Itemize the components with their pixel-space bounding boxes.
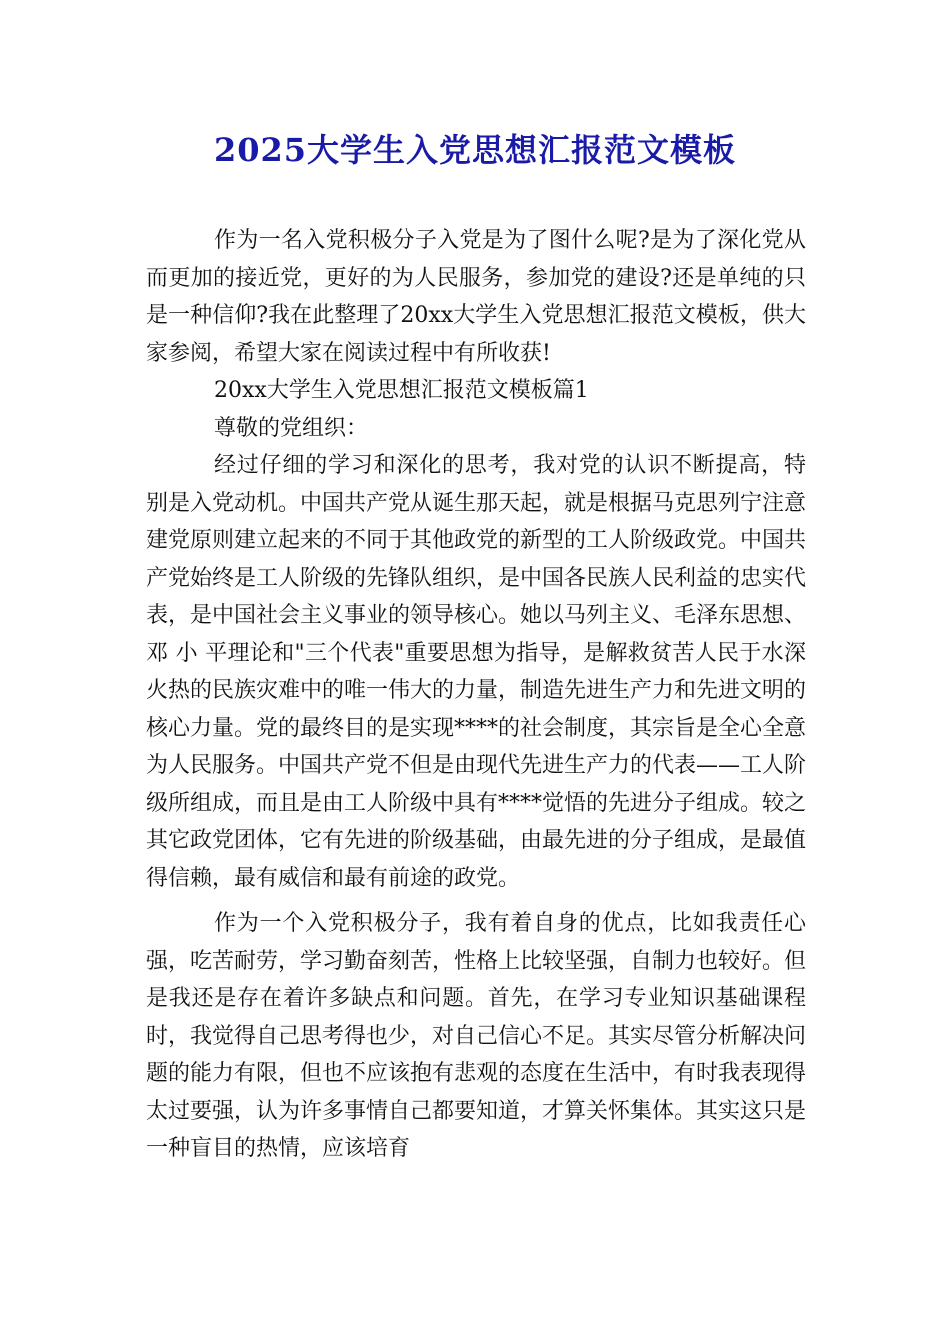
document-title: 2025大学生入党思想汇报范文模板 [213,131,737,169]
intro-paragraph: 作为一名入党积极分子入党是为了图什么呢?是为了深化党从而更加的接近党，更好的为人民服务，参加党的建设?还是单纯的只是一种信仰?我在此整理了20xx大学生入党思想汇报范文模板，供大家参阅，希望大家在阅读过程中有所收获! [146,228,806,366]
body-paragraph: 经过仔细的学习和深化的思考，我对党的认识不断提高，特别是入党动机。中国共产党从诞生那天起，就是根据马克思列宁注意建党原则建立起来的不同于其他政党的新型的工人阶级政党。中国共产党始终是工人阶级的先锋队组织，是中国各民族人民利益的忠实代表，是中国社会主义事业的领导核心。她以马列主义、毛泽东思想、邓 小 平理论和"三个代表"重要思想为指导，是解救贫苦人民于水深火热的民族灾难中的唯一伟大的力量，制造先进生产力和先进文明的核心力量。党的最终目的是实现****的社会制度，其宗旨是全心全意为人民服务。中国共产党不但是由现代先进生产力的代表——工人阶级所组成，而且是由工人阶级中具有****觉悟的先进分子组成。较之其它政党团体，它有先进的阶级基础，由最先进的分子组成，是最值得信赖，最有威信和最有前途的政党。 [146,453,807,891]
section-heading: 20xx大学生入党思想汇报范文模板篇1 [214,378,589,403]
salutation: 尊敬的党组织： [214,415,369,441]
document-body [146,222,806,1168]
body-paragraph: 作为一个入党积极分子，我有着自身的优点，比如我责任心强，吃苦耐劳，学习勤奋刻苦，性格上比较坚强，自制力也较好。但是我还是存在着许多缺点和问题。首先，在学习专业知识基础课程时，我觉得自己思考得也少，对自己信心不足。其实尽管分析解决问题的能力有限，但也不应该抱有悲观的态度在生活中，有时我表现得太过要强，认为许多事情自己都要知道，才算关怀集体。其实这只是一种盲目的热情，应该培育 [146,911,807,1161]
